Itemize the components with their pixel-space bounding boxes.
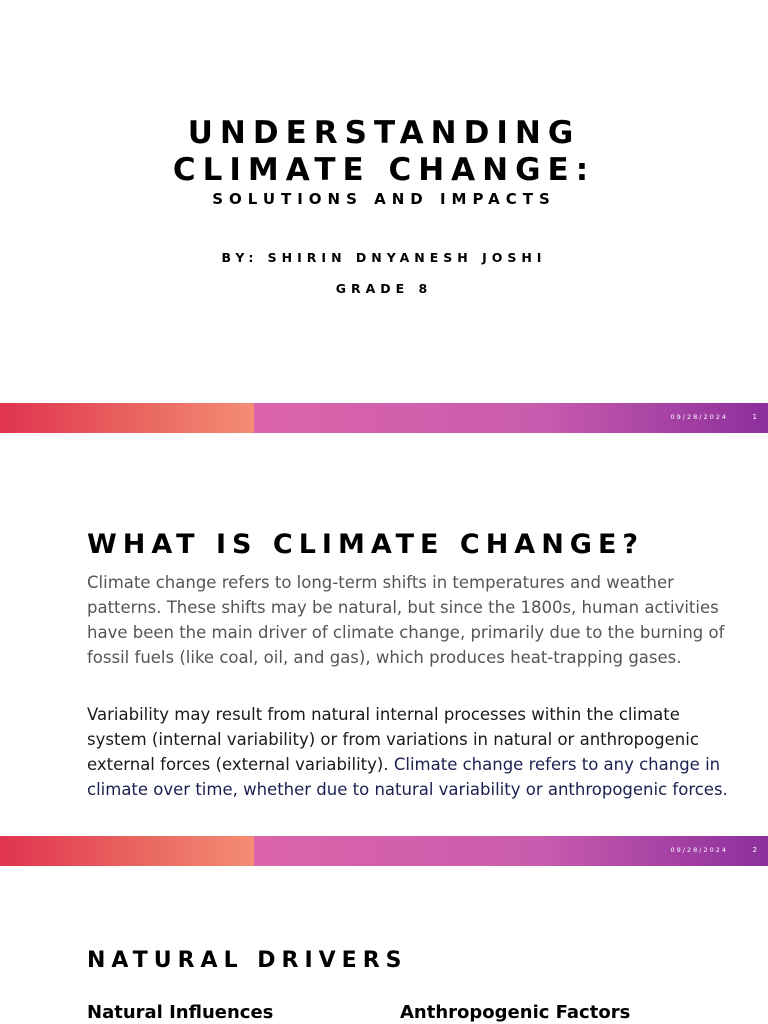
footer-date: 09/28/2024 [670,413,728,421]
subtitle: SOLUTIONS AND IMPACTS [212,190,556,208]
climate-change-definition-text: Climate change refers to any change in climate over time, whether due to natural variability or anthropogenic forces. [87,755,728,799]
footer-bar-left-segment [0,403,254,433]
slide-3 [0,866,768,1024]
slide-2 [0,433,768,866]
slide-footer-bar [0,836,768,866]
slide-1 [0,0,768,433]
column-heading-anthropogenic-factors: Anthropogenic Factors [400,1002,631,1023]
slide-heading: WHAT IS CLIMATE CHANGE? [87,529,645,560]
definition-paragraph: Climate change refers to long-term shifts in temperatures and weather patterns. These shifts may be natural, but since the 1800s, human activities have been the main driver of climate change, primarily due to the burning of fossil fuels (like coal, oil, and gas), which produces heat-trapping gases. [87,573,725,667]
grade-label: GRADE 8 [335,281,433,296]
variability-text: Variability may result from natural internal processes within the climate system (internal variability) or from variations in natural or anthropogenic external forces (external variability). [87,705,699,774]
column-heading-natural-influences: Natural Influences [87,1002,274,1023]
footer-date: 09/28/2024 [670,846,728,854]
title-line-2: CLIMATE CHANGE: [172,152,596,188]
title-line-1: UNDERSTANDING [187,115,581,151]
page-number: 2 [752,846,757,854]
slide-heading: NATURAL DRIVERS [87,948,408,973]
page-number: 1 [752,413,757,421]
footer-bar-left-segment [0,836,254,866]
author-byline: BY: SHIRIN DNYANESH JOSHI [221,250,547,265]
slide-footer-bar [0,403,768,433]
variability-paragraph [87,702,737,802]
